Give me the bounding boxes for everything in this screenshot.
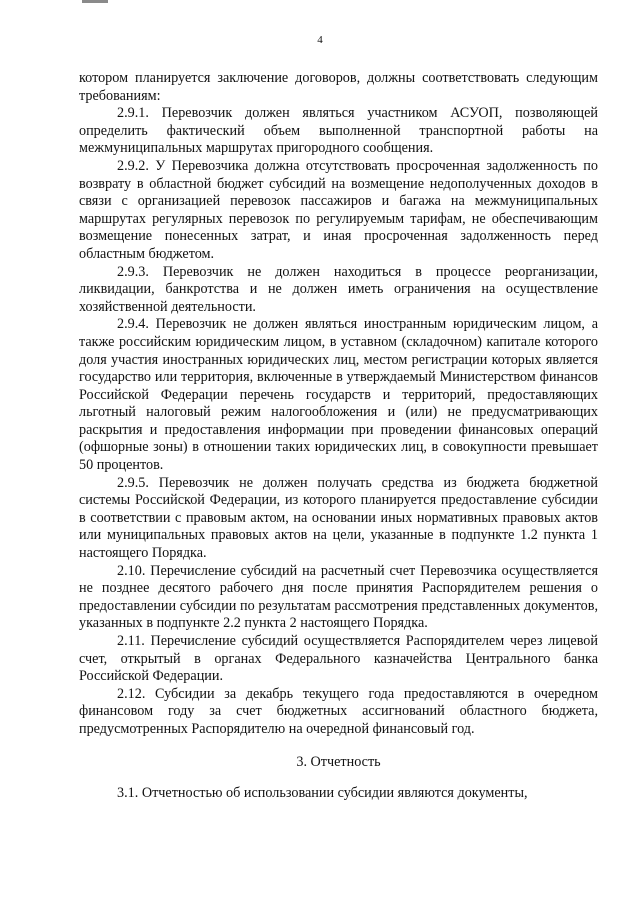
scan-corner-mark bbox=[82, 0, 108, 3]
paragraph-2-9-1: 2.9.1. Перевозчик должен являться участником АСУОП, позволяющей определить фактический объем выполненной транспортной работы на межмуниципальных маршрутах пригородного сообщения. bbox=[79, 105, 598, 157]
paragraph-3-1: 3.1. Отчетностью об использовании субсидии являются документы, bbox=[117, 785, 528, 802]
paragraph-2-9-3: 2.9.3. Перевозчик не должен находиться в процессе реорганизации, ликвидации, банкротства и не должен иметь ограничения на осуществление хозяйственной деятельности. bbox=[79, 263, 598, 315]
paragraph-2-9-4: 2.9.4. Перевозчик не должен являться иностранным юридическим лицом, а также российским юридическим лицом, в уставном (складочном) капитале которого доля участия иностранных юридических лиц, местом регистрации которых является государство или территория, включенные в утверждаемый Министерством финансов Российской Федерации перечень государств и территорий, предоставляющих льготный налоговый режим налогообложения и (или) не предусматривающих раскрытия и предоставления информации при проведении финансовых операций (офшорные зоны) в отношении таких юридических лиц, в совокупности превышает 50 процентов. bbox=[79, 316, 598, 474]
section-heading-reporting: 3. Отчетность bbox=[296, 753, 381, 770]
page-number: 4 bbox=[317, 34, 323, 46]
paragraph-2-10: 2.10. Перечисление субсидий на расчетный счет Перевозчика осуществляется не позднее десятого рабочего дня после принятия Распорядителем решения о предоставлении субсидии по результатам рассмотрения представленных документов, указанных в подпункте 2.2 пункта 2 настоящего Порядка. bbox=[79, 562, 598, 632]
paragraph-2-11: 2.11. Перечисление субсидий осуществляется Распорядителем через лицевой счет, открытый в органах Федерального казначейства Центрального банка Российской Федерации. bbox=[79, 633, 598, 685]
paragraph-2-9-2: 2.9.2. У Перевозчика должна отсутствовать просроченная задолженность по возврату в областной бюджет субсидий на возмещение недополученных доходов в связи с организацией перевозок пассажиров и багажа на межмуниципальных маршрутах регулярных перевозок по регулируемым тарифам, не обеспечивающим возмещение понесенных затрат, и иная просроченная задолженность перед областным бюджетом. bbox=[79, 157, 598, 262]
document-body bbox=[79, 70, 598, 803]
paragraph-2-12: 2.12. Субсидии за декабрь текущего года предоставляются в очередном финансовом году за счет бюджетных ассигнований областного бюджета, предусмотренных Распорядителю на очередной финансовый год. bbox=[79, 685, 598, 737]
paragraph-continuation: котором планируется заключение договоров, должны соответствовать следующим требованиям: bbox=[79, 70, 598, 104]
paragraph-2-9-5: 2.9.5. Перевозчик не должен получать средства из бюджета бюджетной системы Российской Федерации, из которого планируется предоставление субсидии в соответствии с правовым актом, на основании иных нормативных правовых актов или муниципальных правовых актов на цели, указанные в подпункте 1.2 пункта 1 настоящего Порядка. bbox=[79, 474, 598, 562]
